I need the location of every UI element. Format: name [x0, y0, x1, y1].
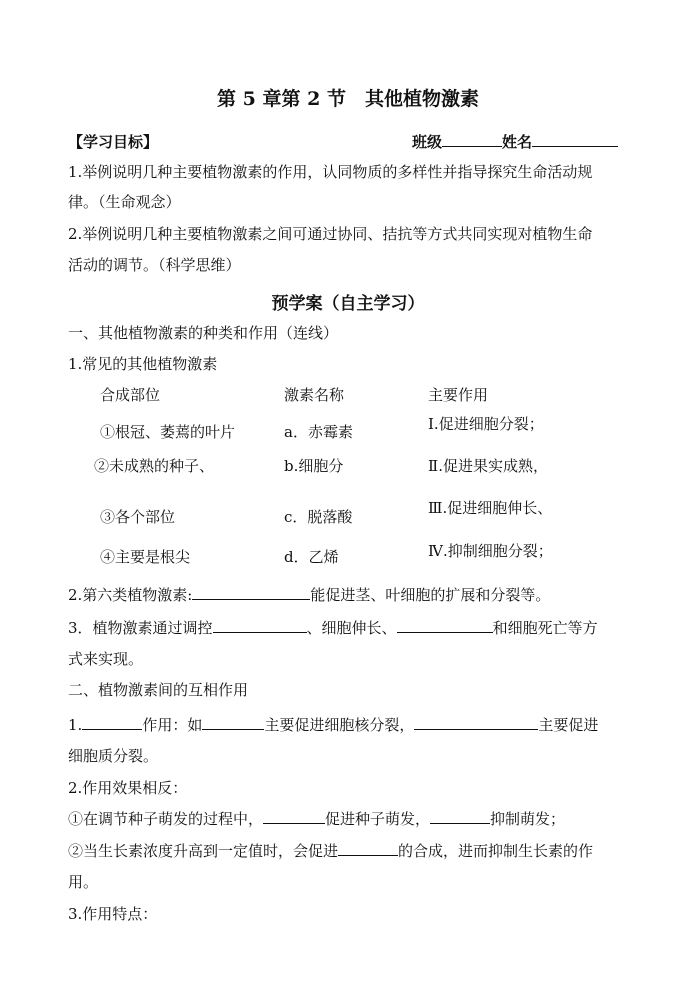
hormone-item: c．脱落酸 — [284, 508, 353, 526]
item2-text-b: 的合成，进而抑制生长素的作 — [398, 842, 594, 860]
para1-text-b: 作用：如 — [142, 716, 203, 734]
para1-text-d: 主要促进 — [538, 716, 599, 734]
hormone-item: b.细胞分 — [284, 457, 344, 475]
name-label: 姓名 — [502, 133, 533, 151]
header-hormone: 激素名称 — [284, 386, 345, 404]
question-3-text-a: 3．植物激素通过调控 — [68, 619, 213, 637]
function-item: Ⅲ.促进细胞伸长、 — [428, 499, 553, 517]
site-item: ①根冠、萎蔫的叶片 — [100, 423, 236, 441]
section2-para2-item2 — [68, 840, 593, 861]
function-item: Ⅱ.促进果实成熟， — [428, 457, 548, 475]
section2-para1 — [68, 714, 598, 735]
name-blank[interactable] — [532, 132, 618, 147]
answer-blank[interactable] — [263, 809, 325, 824]
item1-text-a: ①在调节种子萌发的过程中， — [68, 810, 264, 828]
objective-2-line-2: 活动的调节。（科学思维） — [68, 256, 241, 274]
question-3-text-b: 、细胞伸长、 — [306, 619, 397, 637]
class-name-fields — [412, 131, 618, 152]
section2-para1-line-2: 细胞质分裂。 — [68, 747, 159, 765]
objectives-label: 【学习目标】 — [68, 133, 159, 151]
question-3-line-2: 式来实现。 — [68, 650, 144, 668]
answer-blank[interactable] — [414, 715, 538, 730]
class-blank[interactable] — [442, 132, 502, 147]
site-item: ④主要是根尖 — [100, 548, 191, 566]
site-item: ③各个部位 — [100, 508, 176, 526]
section2-para2-item2-line-2: 用。 — [68, 873, 99, 891]
section2-para2: 2.作用效果相反： — [68, 779, 188, 797]
page-title: 第 5 章第 2 节 其他植物激素 — [217, 88, 479, 110]
item2-text-a: ②当生长素浓度升高到一定值时，会促进 — [68, 842, 339, 860]
header-function: 主要作用 — [428, 386, 489, 404]
question-2 — [68, 584, 550, 605]
answer-blank[interactable] — [82, 715, 142, 730]
question-3-text-c: 和细胞死亡等方 — [492, 619, 598, 637]
section1-subheading: 1.常见的其他植物激素 — [68, 355, 218, 373]
answer-blank[interactable] — [338, 841, 398, 856]
section2-heading: 二、植物激素间的互相作用 — [68, 681, 249, 699]
hormone-item: a．赤霉素 — [284, 423, 353, 441]
objective-1-line-2: 律。（生命观念） — [68, 193, 181, 211]
header-site: 合成部位 — [100, 386, 161, 404]
answer-blank[interactable] — [397, 618, 493, 633]
objective-2-line-1: 2.举例说明几种主要植物激素之间可通过协同、拮抗等方式共同实现对植物生命 — [68, 225, 593, 243]
question-2-text-b: 能促进茎、叶细胞的扩展和分裂等。 — [310, 586, 551, 604]
section2-para3: 3.作用特点： — [68, 905, 158, 923]
section2-para2-item1 — [68, 808, 565, 829]
question-3 — [68, 617, 598, 638]
item1-text-c: 抑制萌发； — [490, 810, 566, 828]
function-item: Ⅰ.促进细胞分裂； — [428, 415, 544, 433]
hormone-item: d．乙烯 — [284, 548, 339, 566]
prestudy-title: 预学案（自主学习） — [271, 294, 425, 314]
answer-blank[interactable] — [192, 585, 310, 600]
para1-text-c: 主要促进细胞核分裂， — [264, 716, 415, 734]
section1-heading: 一、其他植物激素的种类和作用（连线） — [68, 324, 339, 342]
question-2-text-a: 2.第六类植物激素: — [68, 586, 193, 604]
site-item: ②未成熟的种子、 — [94, 457, 215, 475]
function-item: Ⅳ.抑制细胞分裂； — [428, 542, 553, 560]
answer-blank[interactable] — [430, 809, 490, 824]
answer-blank[interactable] — [202, 715, 264, 730]
para1-text-a: 1. — [68, 716, 83, 734]
item1-text-b: 促进种子萌发， — [325, 810, 431, 828]
objective-1-line-1: 1.举例说明几种主要植物激素的作用，认同物质的多样性并指导探究生命活动规 — [68, 163, 593, 181]
answer-blank[interactable] — [213, 618, 307, 633]
class-label: 班级 — [412, 133, 443, 151]
